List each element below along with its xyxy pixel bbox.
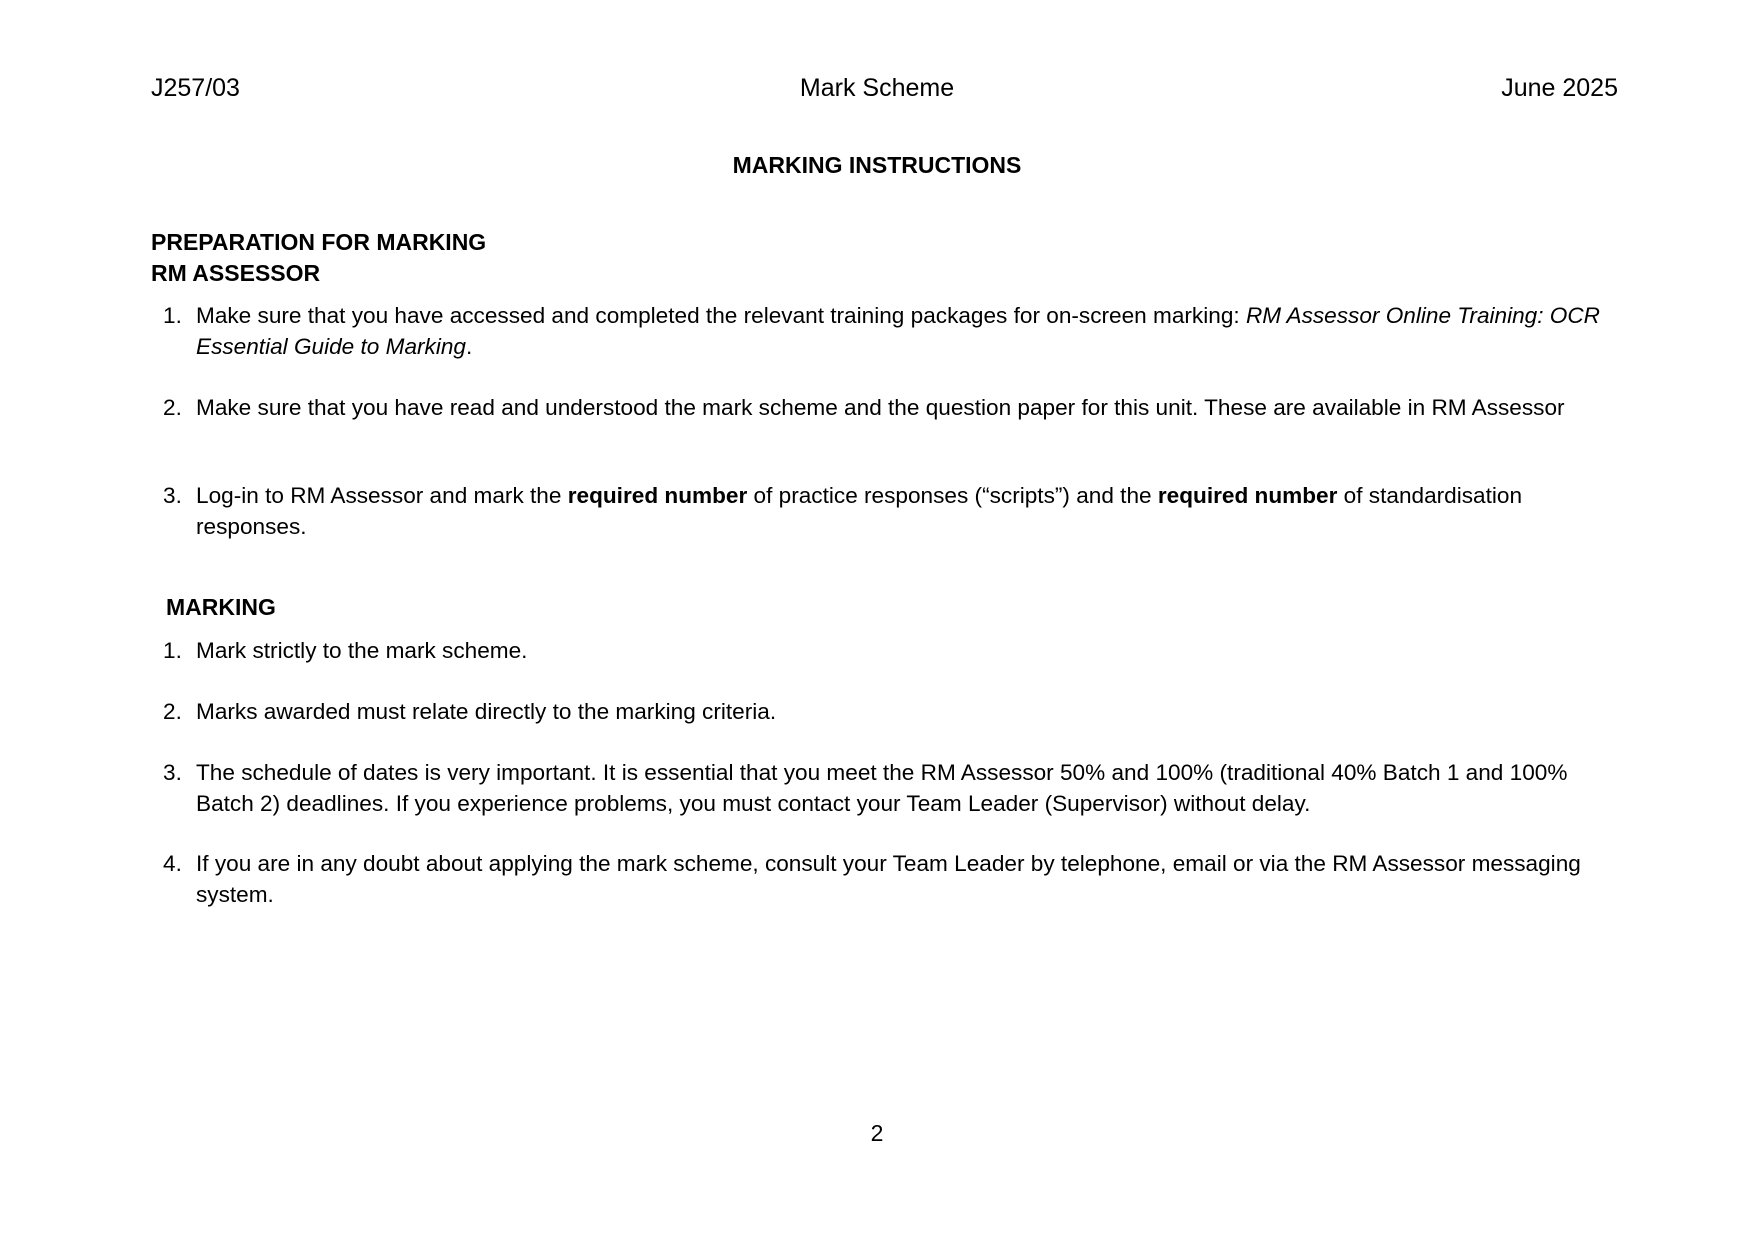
preparation-item-3-text-b: of practice responses (“scripts”) and the [747,483,1158,508]
marking-item-2 [163,696,1613,727]
required-number-emphasis-1: required number [567,483,748,508]
preparation-item-3-text [196,480,1613,542]
required-number-emphasis-2: required number [1157,483,1338,508]
marking-item-3 [163,757,1613,819]
marking-item-1 [163,635,1613,666]
rm-assessor-heading: RM ASSESSOR [151,260,321,286]
preparation-item-1-text-a: Make sure that you have accessed and completed the relevant training packages for on-screen marking: [196,303,1246,328]
marking-item-4-text: If you are in any doubt about applying the mark scheme, consult your Team Leader by telephone, email or via the RM Assessor messaging system. [196,851,1581,907]
page-title: MARKING INSTRUCTIONS [732,152,1022,178]
preparation-item-1-text-b: . [466,334,473,359]
training-package-name: RM Assessor Online Training: OCR Essential Guide to Marking [196,303,1601,359]
marking-item-3-number: 3. [163,760,182,785]
marking-item-4-number: 4. [163,851,182,876]
header-paper-code: J257/03 [151,74,240,102]
preparation-item-2-text: Make sure that you have read and understood the mark scheme and the question paper for this unit. These are available in RM Assessor [196,395,1565,420]
preparation-item-1-text [196,300,1613,362]
preparation-item-3 [163,480,1613,542]
marking-item-2-number: 2. [163,699,182,724]
marking-item-1-number: 1. [163,638,182,663]
header-date: June 2025 [1501,74,1618,102]
preparation-item-1-number: 1. [163,303,182,328]
preparation-item-2 [163,392,1613,423]
marking-item-1-text: Mark strictly to the mark scheme. [196,638,528,663]
preparation-heading: PREPARATION FOR MARKING [151,229,487,255]
page-number: 2 [870,1120,884,1146]
marking-item-2-text: Marks awarded must relate directly to the marking criteria. [196,699,777,724]
marking-item-4 [163,848,1613,910]
header-document-title: Mark Scheme [799,74,955,102]
preparation-item-1 [163,300,1613,362]
preparation-item-2-number: 2. [163,395,182,420]
marking-heading: MARKING [166,594,276,620]
marking-item-3-text: The schedule of dates is very important. It is essential that you meet the RM Assessor 50% and 100% (traditional 40% Batch 1 and 100% Batch 2) deadlines. If you experience problems, you must contact your Team Leader (Supervisor) without delay. [196,760,1568,816]
preparation-item-3-number: 3. [163,483,182,508]
preparation-item-3-text-a: Log-in to RM Assessor and mark the [196,483,568,508]
preparation-item-3-text-c: of standardisation responses. [196,483,1523,539]
